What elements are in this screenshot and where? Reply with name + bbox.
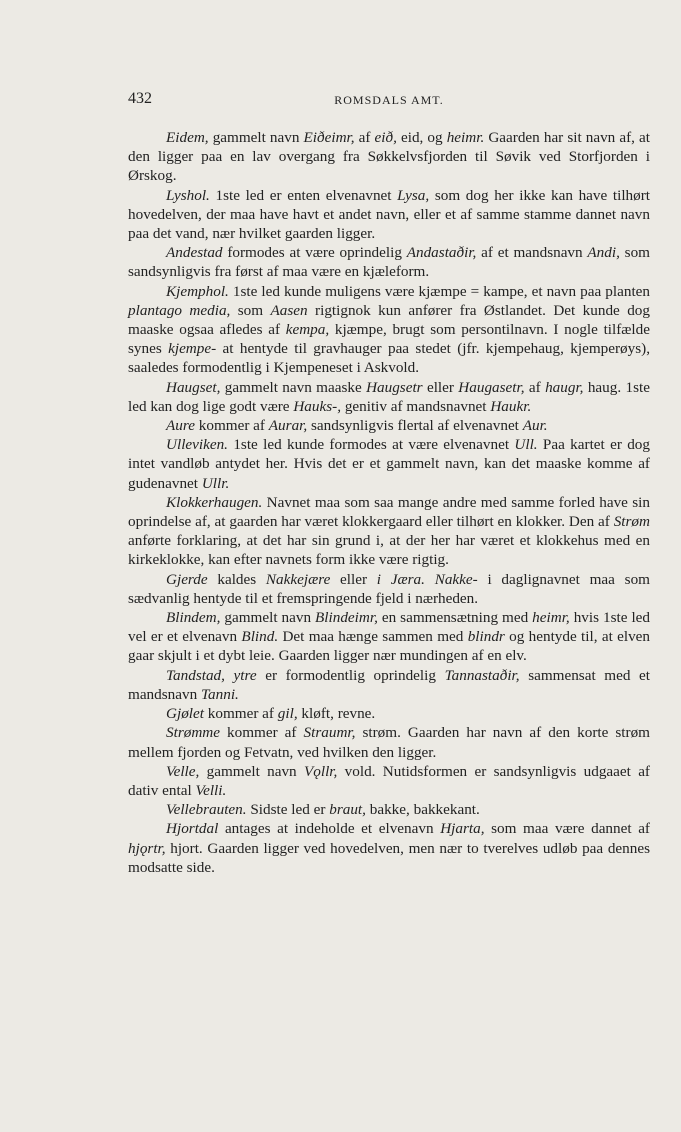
paragraph bbox=[128, 128, 650, 186]
italic-term: Haugset, bbox=[166, 378, 221, 396]
paragraph bbox=[128, 666, 650, 704]
text-run: genitiv af mandsnavnet bbox=[341, 397, 491, 415]
text-run: sandsynligvis flertal af elvenavnet bbox=[307, 417, 523, 435]
italic-term: gil, bbox=[277, 705, 298, 723]
text-run: kommer af bbox=[194, 417, 269, 435]
paragraph bbox=[128, 723, 650, 761]
page-number: 432 bbox=[128, 90, 152, 107]
italic-term: Klokkerhaugen. bbox=[166, 493, 263, 511]
text-run: en sammensætning med bbox=[377, 609, 533, 627]
italic-term: Ull. bbox=[514, 436, 538, 454]
text-run: som bbox=[230, 301, 271, 319]
paragraph bbox=[128, 243, 650, 281]
italic-term: Gjølet bbox=[166, 705, 204, 723]
italic-term: Vellebrauten. bbox=[166, 801, 247, 819]
text-run: af bbox=[524, 378, 546, 396]
italic-term: Aurar, bbox=[268, 417, 308, 435]
text-run: hjort. Gaarden ligger ved hovedelven, men nær to tverelves udløb paa dennes modsatte side. bbox=[128, 839, 650, 876]
text-run: Gaarden har sit navn af, at den ligger paa en lav overgang fra Søkkelvsfjorden til Søvik ved Storfjorden i Ørskog. bbox=[128, 129, 650, 185]
italic-term: Gjerde bbox=[166, 570, 208, 588]
text-run: 1ste led er enten elvenavnet bbox=[209, 186, 398, 204]
italic-term: Aure bbox=[166, 417, 195, 435]
text-run: gammelt navn bbox=[208, 129, 304, 146]
italic-term: haugr, bbox=[545, 378, 584, 396]
text-run: strøm. Gaarden har navn af den korte strøm mellem fjorden og Fetvatn, ved hvilken den ligger. bbox=[128, 724, 650, 761]
italic-term: Hauks-, bbox=[293, 397, 342, 415]
italic-term: heimr, bbox=[532, 609, 570, 627]
italic-term: hjǫrtr, bbox=[128, 839, 166, 857]
text-run: sammensat med et mandsnavn bbox=[128, 666, 650, 703]
text-run: som sandsynligvis fra først af maa være en kjæleform. bbox=[128, 244, 650, 281]
italic-term: Blindeimr, bbox=[315, 609, 378, 627]
text-run: som maa være dannet af bbox=[484, 820, 650, 838]
text-run: Navnet maa som saa mange andre med samme forled have sin oprindelse af, at gaarden har været klokkergaard eller tilhørt en klokker. Den af bbox=[128, 493, 650, 531]
italic-term: Velli. bbox=[195, 781, 227, 799]
text-run: formodes at være oprindelig bbox=[222, 244, 407, 262]
text-run: 1ste led kunde formodes at være elvenavnet bbox=[227, 436, 515, 454]
italic-term: Eiðeimr, bbox=[303, 129, 355, 146]
text-run: eid, og bbox=[396, 129, 447, 146]
text-run: bakke, bakkekant. bbox=[365, 801, 480, 819]
italic-term: Tannastaðir, bbox=[444, 666, 520, 684]
italic-term: plantago media, bbox=[128, 301, 231, 319]
paragraph bbox=[128, 608, 650, 666]
text-run: gammelt navn bbox=[199, 762, 304, 780]
italic-term: Aur. bbox=[522, 417, 548, 435]
italic-term: Kjemphol. bbox=[166, 282, 229, 300]
paragraph bbox=[128, 493, 650, 570]
text-run: er formodentlig oprindelig bbox=[256, 666, 445, 684]
text-run bbox=[425, 571, 435, 588]
italic-term: Andastaðir, bbox=[406, 244, 477, 262]
italic-term: Hjortdal bbox=[166, 820, 219, 838]
italic-term: Tandstad, ytre bbox=[166, 666, 257, 684]
text-run: Det maa hænge sammen med bbox=[278, 628, 468, 646]
paragraph bbox=[128, 435, 650, 493]
text-run: Sidste led er bbox=[246, 801, 330, 819]
italic-term: Strømme bbox=[166, 724, 220, 742]
italic-term: Haugasetr, bbox=[458, 378, 525, 396]
text-run: anførte forklaring, at det har sin grund i, at der her har været et klokkehus med en kirkeklokke, kan efter navnets form ikke være rigtig. bbox=[128, 532, 650, 569]
text-run: af et mandsnavn bbox=[476, 244, 588, 262]
text-run: at hentyde til gravhauger paa stedet (jfr. kjempehaug, kjemperøys), saaledes formodentlig i Kjempeneset i Askvold. bbox=[128, 340, 650, 377]
paragraph bbox=[128, 762, 650, 800]
text-run: eller bbox=[422, 378, 459, 396]
italic-term: Ullr. bbox=[201, 474, 230, 492]
italic-term: eið, bbox=[374, 129, 397, 146]
running-title: ROMSDALS AMT. bbox=[334, 93, 444, 107]
text-run: antages at indeholde et elvenavn bbox=[218, 820, 441, 838]
paragraph bbox=[128, 186, 650, 244]
italic-term: Ulleviken. bbox=[166, 436, 228, 454]
italic-term: Andestad bbox=[166, 244, 223, 262]
text-run: vold. Nutidsformen er sandsynligvis udgaaet af dativ ental bbox=[128, 762, 650, 799]
paragraph bbox=[128, 819, 650, 877]
paragraph bbox=[128, 570, 650, 608]
italic-term: Vǫllr, bbox=[303, 762, 338, 780]
text-run: rigtignok kun anfører fra Østlandet. Det kunde dog maaske ogsaa afledes af bbox=[128, 301, 650, 339]
italic-term: Andi, bbox=[587, 244, 620, 262]
italic-term: Haugsetr bbox=[366, 378, 423, 396]
italic-term: kjempe- bbox=[168, 340, 217, 358]
text-run: af bbox=[354, 129, 375, 146]
paragraph bbox=[128, 800, 650, 819]
italic-term: braut, bbox=[329, 801, 366, 819]
text-run: gammelt navn bbox=[220, 609, 316, 627]
italic-term: kempa, bbox=[285, 321, 330, 339]
text-run: Paa kartet er dog intet vandløb antydet her. Hvis det er et gammelt navn, kan det maaske komme af gudenavnet bbox=[128, 436, 650, 492]
italic-term: Haukr. bbox=[490, 397, 532, 415]
body-text bbox=[128, 128, 650, 877]
italic-term: heimr. bbox=[446, 129, 485, 146]
text-run: haug. 1ste led kan dog lige godt være bbox=[128, 378, 650, 415]
text-run: og hentyde til, at elven gaar skjult i et dybt leie. Gaarden ligger nær mundingen af en elv. bbox=[128, 628, 650, 665]
text-run: eller bbox=[330, 570, 377, 588]
italic-term: Nakkejære bbox=[265, 570, 331, 588]
italic-term: Velle, bbox=[166, 762, 200, 780]
paragraph bbox=[128, 282, 650, 378]
paragraph bbox=[128, 416, 650, 435]
italic-term: Lysa, bbox=[397, 186, 430, 204]
italic-term: Blindem, bbox=[166, 609, 221, 627]
paragraph bbox=[128, 704, 650, 723]
italic-term: i Jæra. bbox=[376, 570, 425, 588]
italic-term: Hjarta, bbox=[440, 820, 485, 838]
page-header bbox=[128, 90, 650, 110]
italic-term: Aasen bbox=[270, 301, 308, 319]
paragraph bbox=[128, 378, 650, 416]
italic-term: Blind. bbox=[241, 628, 279, 646]
text-run: gammelt navn maaske bbox=[220, 378, 367, 396]
italic-term: Tanni. bbox=[200, 685, 239, 703]
italic-term: Lyshol. bbox=[166, 186, 210, 204]
italic-term: blindr bbox=[467, 628, 505, 646]
text-run: kaldes bbox=[207, 570, 266, 588]
italic-term: Straumr, bbox=[303, 724, 356, 742]
text-run: hvis 1ste led vel er et elvenavn bbox=[128, 609, 650, 646]
text-run: i daglignavnet maa som sædvanlig hentyde til et fremspringende fjeld i nærheden. bbox=[128, 570, 650, 607]
text-run: 1ste led kunde muligens være kjæmpe = kampe, et navn paa planten bbox=[228, 282, 650, 300]
italic-term: Strøm bbox=[613, 513, 650, 531]
italic-term: Eidem, bbox=[166, 129, 209, 146]
text-run: kløft, revne. bbox=[297, 705, 376, 723]
text-run: kjæmpe, brugt som persontilnavn. I nogle tilfælde synes bbox=[128, 321, 650, 358]
italic-term: Nakke- bbox=[434, 570, 478, 588]
text-run: kommer af bbox=[220, 724, 304, 742]
text-run: som dog her ikke kan have tilhørt hovedelven, der maa have havt et andet navn, eller et af samme stamme dannet navn paa det vand, nær hvilket gaarden ligger. bbox=[128, 186, 650, 243]
text-run: kommer af bbox=[203, 705, 278, 723]
